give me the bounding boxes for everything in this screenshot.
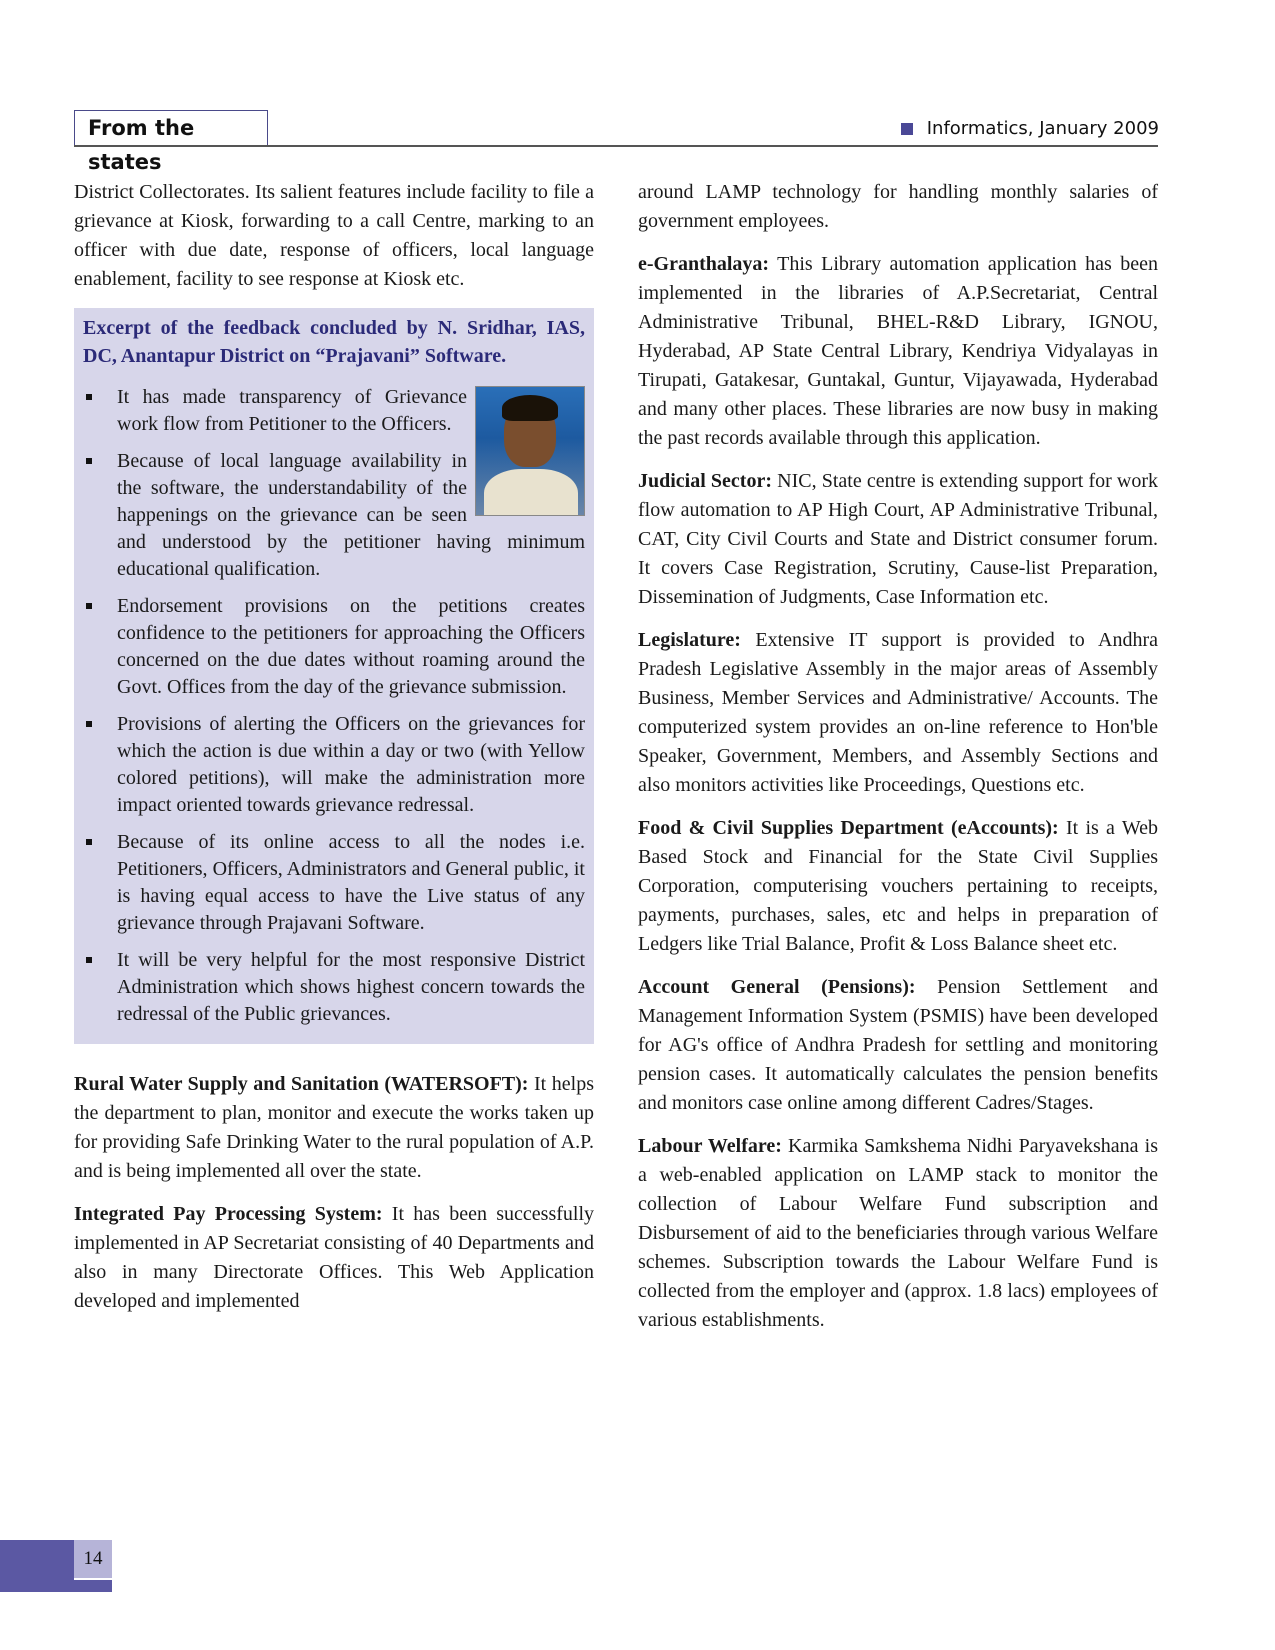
feedback-title: Excerpt of the feedback concluded by N. Sridhar, IAS, DC, Anantapur District on “Prajavani” Software. <box>83 317 585 367</box>
food-civil-paragraph <box>638 814 1158 959</box>
feedback-bullet-list <box>83 384 585 1028</box>
labour-paragraph <box>638 1132 1158 1335</box>
list-item: Provisions of alerting the Officers on the grievances for which the action is due within a day or two (with Yellow colored petitions), will make the administration more impact oriented towards grievance redressal. <box>83 711 585 819</box>
ipps-paragraph <box>74 1200 594 1316</box>
watersoft-heading: Rural Water Supply and Sanitation (WATERSOFT): <box>74 1073 529 1095</box>
section-text: Pension Settlement and Management Information System (PSMIS) have been developed for AG's office of Andhra Pradesh for settling and monitoring pension cases. It automatically calculates the pension benefits and monitors case online among different Cadres/Stages. <box>638 976 1158 1114</box>
section-heading: Judicial Sector: <box>638 470 773 492</box>
feedback-box <box>74 308 594 1044</box>
ipps-text: It has been successfully implemented in AP Secretariat consisting of 40 Departments and also in many Directorate Offices. This Web Application developed and implemented <box>74 1203 594 1312</box>
watersoft-paragraph <box>74 1070 594 1186</box>
section-text: It is a Web Based Stock and Financial for the State Civil Supplies Corporation, computerising vouchers pertaining to receipts, payments, purchases, sales, etc and helps in preparation of Ledgers like Trial Balance, Profit & Loss Balance sheet etc. <box>638 817 1158 955</box>
section-heading: Food & Civil Supplies Department (eAccounts): <box>638 817 1059 839</box>
list-item: Endorsement provisions on the petitions creates confidence to the petitioners for approaching the Officers concerned on the due dates without roaming around the Govt. Offices from the day of the grievance submission. <box>83 593 585 701</box>
footer-bar <box>74 1580 112 1592</box>
judicial-paragraph <box>638 467 1158 612</box>
right-column <box>638 178 1158 1349</box>
list-item: It has made transparency of Grievance work flow from Petitioner to the Officers. <box>83 384 585 438</box>
section-heading: e-Granthalaya: <box>638 253 770 275</box>
left-column <box>74 178 594 1330</box>
section-text: Extensive IT support is provided to Andhra Pradesh Legislative Assembly in the major areas of Assembly Business, Member Services and Administrative/ Accounts. The computerized system provides an on-line reference to Hon'ble Speaker, Government, Members, and Assembly Sections and also monitors activities like Proceedings, Questions etc. <box>638 629 1159 796</box>
publication-name: Informatics, January 2009 <box>926 118 1159 139</box>
legislature-paragraph <box>638 626 1158 800</box>
continued-paragraph: around LAMP technology for handling monthly salaries of government employees. <box>638 181 1158 232</box>
intro-paragraph: District Collectorates. Its salient features include facility to file a grievance at Kiosk, forwarding to a call Centre, marking to an officer with due date, response of officers, local language enablement, facility to see response at Kiosk etc. <box>74 181 594 290</box>
list-item: Because of its online access to all the nodes i.e. Petitioners, Officers, Administrators and General public, it is having equal access to have the Live status of any grievance through Prajavani Software. <box>83 829 585 937</box>
footer-color-block <box>0 1540 74 1592</box>
section-text: Karmika Samkshema Nidhi Paryavekshana is a web-enabled application on LAMP stack to monitor the collection of Labour Welfare Fund subscription and Disbursement of aid to the beneficiaries through various Welfare schemes. Subscription towards the Labour Welfare Fund is collected from the employer and (approx. 1.8 lacs) employees of various establishments. <box>638 1135 1158 1331</box>
watersoft-text: It helps the department to plan, monitor and execute the works taken up for providing Safe Drinking Water to the rural population of A.P. and is being implemented all over the state. <box>74 1073 594 1182</box>
section-heading: Labour Welfare: <box>638 1135 782 1157</box>
square-bullet-icon <box>901 123 913 135</box>
header-rule <box>74 145 1158 147</box>
section-title: From the states <box>74 110 268 146</box>
egranthalaya-paragraph <box>638 250 1158 453</box>
list-item: It will be very helpful for the most responsive District Administration which shows highest concern towards the redressal of the Public grievances. <box>83 947 585 1028</box>
section-heading: Account General (Pensions): <box>638 976 916 998</box>
section-heading: Legislature: <box>638 629 741 651</box>
list-item: Because of local language availability in the software, the understandability of the happenings on the grievance can be seen and understood by the petitioner having minimum educational qualification. <box>83 448 585 583</box>
ipps-heading: Integrated Pay Processing System: <box>74 1203 383 1225</box>
section-text: NIC, State centre is extending support for work flow automation to AP High Court, AP Administrative Tribunal, CAT, City Civil Courts and State and District consumer forum. It covers Case Registration, Scrutiny, Cause-list Preparation, Dissemination of Judgments, Case Information etc. <box>638 470 1159 608</box>
pensions-paragraph <box>638 973 1158 1118</box>
section-text: This Library automation application has been implemented in the libraries of A.P.Secretariat, Central Administrative Tribunal, BHEL-R&D Library, IGNOU, Hyderabad, AP State Central Library, Kendriya Vidyalayas in Tirupati, Gatakesar, Guntakal, Guntur, Vijayawada, Hyderabad and many other places. These libraries are now busy in making the past records available through this application. <box>638 253 1159 449</box>
publication-header <box>901 118 1159 139</box>
page-number: 14 <box>74 1540 112 1578</box>
